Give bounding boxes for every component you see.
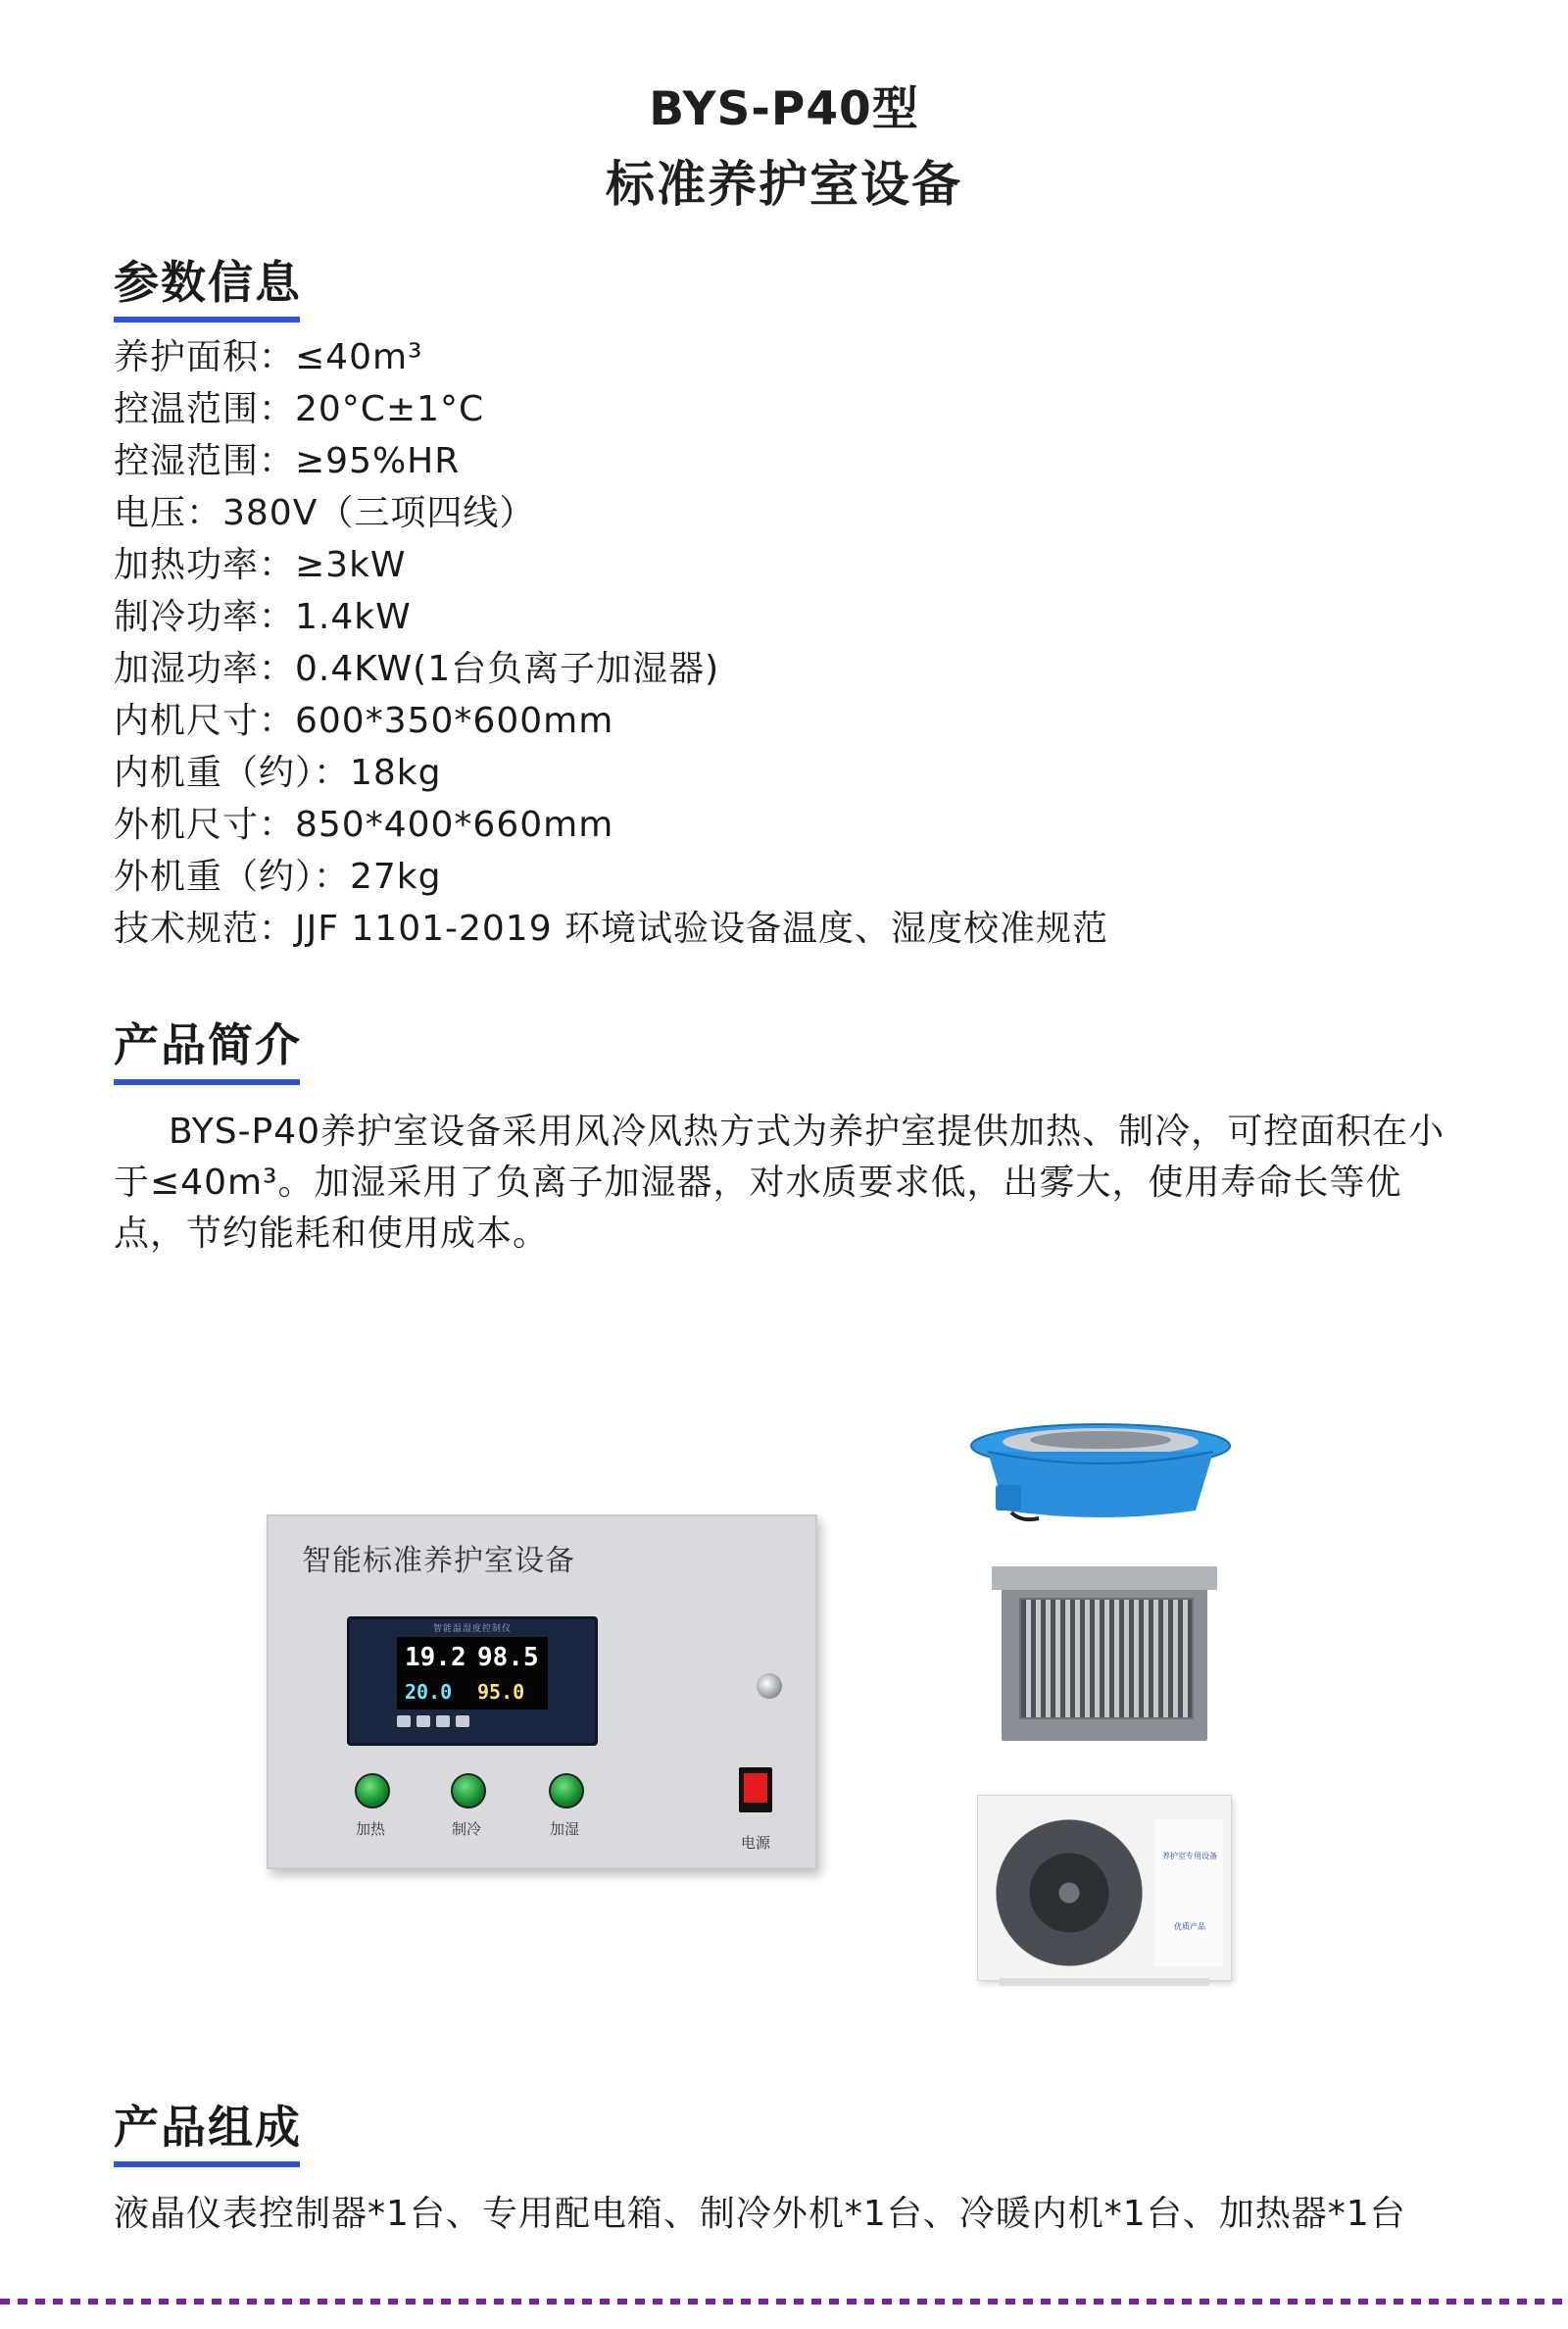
dotted-divider xyxy=(0,2299,1568,2304)
cool-indicator-button xyxy=(451,1773,486,1809)
outdoor-feet xyxy=(1000,1978,1209,1986)
cool-label: 制冷 xyxy=(451,1820,481,1838)
lcd-screen xyxy=(397,1637,548,1710)
humidify-label: 加湿 xyxy=(549,1820,579,1838)
power-switch-icon xyxy=(739,1767,772,1812)
control-box-title: 智能标准养护室设备 xyxy=(302,1544,575,1578)
heater-grille xyxy=(1019,1598,1194,1719)
outdoor-side-panel xyxy=(1154,1819,1223,1966)
heat-indicator-button xyxy=(355,1773,390,1809)
meter-key xyxy=(436,1715,450,1727)
intro-heading: 产品简介 xyxy=(114,1018,302,1071)
outdoor-fan-icon xyxy=(996,1819,1143,1966)
param-item: 技术规范：JJF 1101-2019 环境试验设备温度、湿度校准规范 xyxy=(114,909,1109,949)
title-line1: BYS-P40型 xyxy=(649,82,919,136)
humidity-reading: 98.5 xyxy=(477,1643,539,1672)
meter-key xyxy=(416,1715,430,1727)
control-box-image xyxy=(267,1514,817,1869)
lcd-controller xyxy=(347,1616,598,1746)
composition-text: 液晶仪表控制器*1台、专用配电箱、制冷外机*1台、冷暖内机*1台、加热器*1台 xyxy=(114,2194,1406,2234)
param-item: 外机重（约）：27kg xyxy=(114,857,442,897)
params-list xyxy=(114,331,1108,955)
params-heading: 参数信息 xyxy=(114,256,302,309)
param-item: 内机尺寸：600*350*600mm xyxy=(114,701,614,741)
intro-paragraph: BYS-P40养护室设备采用风冷风热方式为养护室提供加热、制冷，可控面积在小于≤40m³。加湿采用了负离子加湿器，对水质要求低，出雾大，使用寿命长等优点，节约能耗和使用成本。 xyxy=(114,1112,1446,1254)
meter-key xyxy=(456,1715,469,1727)
temperature-setpoint: 20.0 xyxy=(405,1680,453,1704)
param-item: 电压：380V（三项四线） xyxy=(114,493,536,533)
param-item: 控温范围：20°C±1°C xyxy=(114,389,485,429)
humidity-setpoint: 95.0 xyxy=(477,1680,525,1704)
param-item: 内机重（约）：18kg xyxy=(114,753,442,793)
meter-key xyxy=(397,1715,411,1727)
param-item: 养护面积：≤40m³ xyxy=(114,337,423,377)
heat-label: 加热 xyxy=(355,1820,385,1838)
params-heading-underline xyxy=(114,317,300,322)
param-item: 制冷功率：1.4kW xyxy=(114,597,412,637)
composition-heading: 产品组成 xyxy=(114,2101,302,2154)
composition-heading-underline xyxy=(114,2161,300,2167)
power-label: 电源 xyxy=(740,1834,770,1852)
heater-top xyxy=(992,1566,1217,1590)
intro-heading-underline xyxy=(114,1079,300,1085)
outdoor-unit-image xyxy=(977,1795,1232,1981)
outdoor-brand-label: 养护室专用设备 xyxy=(1162,1852,1217,1860)
title-line2: 标准养护室设备 xyxy=(606,156,962,213)
outdoor-quality-label: 优质产品 xyxy=(1174,1922,1205,1931)
param-item: 加热功率：≥3kW xyxy=(114,545,407,585)
humidify-indicator-button xyxy=(549,1773,584,1809)
param-item: 加湿功率：0.4KW(1台负离子加湿器) xyxy=(114,649,720,689)
param-item: 外机尺寸：850*400*660mm xyxy=(114,805,614,845)
knob-icon xyxy=(757,1673,782,1699)
meter-keys xyxy=(397,1715,469,1727)
param-item: 控湿范围：≥95%HR xyxy=(114,441,461,481)
meter-title: 智能温湿度控制仪 xyxy=(432,1624,512,1634)
temperature-reading: 19.2 xyxy=(405,1643,466,1672)
heater-image xyxy=(1002,1566,1207,1741)
humidifier-image xyxy=(966,1416,1235,1524)
